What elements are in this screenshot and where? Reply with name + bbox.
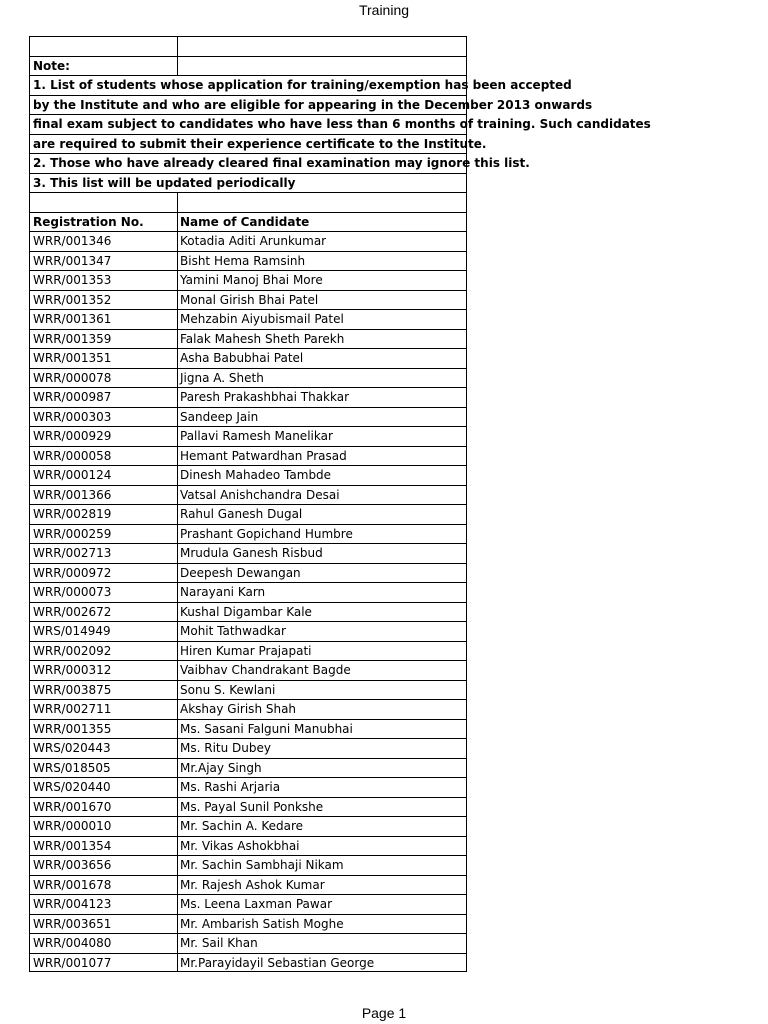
table-row: [29, 699, 467, 719]
table-row: [29, 602, 467, 622]
registration-number-cell: WRR/002092: [33, 643, 112, 658]
candidate-name-cell: Bisht Hema Ramsinh: [180, 253, 306, 268]
registration-number-cell: WRS/018505: [33, 760, 111, 775]
registration-number-cell: WRR/001352: [33, 292, 112, 307]
candidate-name-cell: Mrudula Ganesh Risbud: [180, 546, 323, 560]
candidate-name-cell: Yamini Manoj Bhai More: [180, 273, 323, 287]
registration-number-cell: WRR/000987: [33, 390, 112, 404]
note-heading: Note:: [33, 58, 70, 73]
column-header-name: Name of Candidate: [180, 214, 310, 229]
table-row: [29, 914, 467, 934]
note-line: final exam subject to candidates who have less than 6 months of training. Such candidates: [29, 114, 467, 134]
table-row: [29, 348, 467, 368]
table-row: [29, 836, 467, 856]
registration-number-cell: WRR/001354: [33, 838, 112, 853]
candidate-name-cell: Sandeep Jain: [180, 409, 259, 424]
registration-number-cell: WRS/020443: [33, 741, 111, 755]
registration-number-cell: WRR/000972: [33, 565, 112, 580]
candidate-name-cell: Rahul Ganesh Dugal: [180, 507, 303, 521]
candidate-name-cell: Dinesh Mahadeo Tambde: [180, 468, 332, 482]
table-row: [29, 641, 467, 661]
registration-number-cell: WRR/000303: [33, 409, 112, 424]
registration-number-cell: WRR/000078: [33, 370, 112, 385]
note-line: by the Institute and who are eligible for appearing in the December 2013 onwards: [29, 95, 467, 115]
table-row: [29, 504, 467, 524]
candidate-name-cell: Mohit Tathwadkar: [180, 624, 286, 638]
candidate-name-cell: Mr. Sachin A. Kedare: [180, 819, 304, 833]
candidate-name-cell: Mr.Ajay Singh: [180, 760, 262, 775]
candidate-name-cell: Monal Girish Bhai Patel: [180, 292, 319, 307]
table-row: [29, 816, 467, 836]
candidate-name-cell: Vaibhav Chandrakant Bagde: [180, 663, 351, 677]
registration-number-cell: WRR/001355: [33, 721, 112, 736]
registration-number-cell: WRR/001359: [33, 331, 112, 346]
candidate-name-cell: Mr. Sachin Sambhaji Nikam: [180, 858, 344, 872]
registration-number-cell: WRR/001353: [33, 273, 112, 287]
table-row: [29, 290, 467, 310]
table-row: [29, 621, 467, 641]
registration-number-cell: WRR/000929: [33, 429, 112, 443]
table-row: [29, 719, 467, 739]
table-row: [29, 270, 467, 290]
registration-number-cell: WRR/001347: [33, 253, 112, 268]
table-row: [29, 543, 467, 563]
table-row: [29, 251, 467, 271]
table-row: [29, 329, 467, 349]
note-line: are required to submit their experience certificate to the Institute.: [29, 134, 467, 154]
candidate-name-cell: Ms. Rashi Arjaria: [180, 780, 281, 794]
note-heading-row: [29, 56, 467, 76]
candidate-name-cell: Kotadia Aditi Arunkumar: [180, 234, 327, 248]
table-row: [29, 797, 467, 817]
registration-number-cell: WRR/002713: [33, 546, 112, 560]
candidate-name-cell: Akshay Girish Shah: [180, 702, 297, 716]
candidate-name-cell: Ms. Payal Sunil Ponkshe: [180, 799, 324, 814]
registration-number-cell: WRR/000259: [33, 526, 112, 541]
table-row: [29, 231, 467, 251]
candidate-name-cell: Ms. Sasani Falguni Manubhai: [180, 721, 353, 736]
table-row: [29, 485, 467, 505]
table-row: [29, 563, 467, 583]
candidate-name-cell: Mr. Vikas Ashokbhai: [180, 838, 300, 853]
table-row: [29, 680, 467, 700]
candidate-name-cell: Narayani Karn: [180, 585, 266, 599]
table-row: [29, 465, 467, 485]
registration-number-cell: WRR/002819: [33, 507, 112, 521]
registration-number-cell: WRR/002711: [33, 702, 112, 716]
registration-number-cell: WRR/004123: [33, 897, 112, 911]
candidate-name-cell: Mr. Rajesh Ashok Kumar: [180, 877, 325, 892]
registration-number-cell: WRR/001366: [33, 487, 112, 502]
registration-number-cell: WRR/000124: [33, 468, 112, 482]
empty-row: [29, 192, 467, 212]
table-row: [29, 387, 467, 407]
table-row: [29, 894, 467, 914]
candidate-name-cell: Deepesh Dewangan: [180, 565, 301, 580]
candidate-name-cell: Mr.Parayidayil Sebastian George: [180, 955, 375, 970]
table-row: [29, 875, 467, 895]
column-header-row: [29, 212, 467, 232]
candidate-name-cell: Kushal Digambar Kale: [180, 604, 312, 619]
candidate-name-cell: Hemant Patwardhan Prasad: [180, 448, 347, 463]
registration-number-cell: WRR/001678: [33, 877, 112, 892]
candidate-name-cell: Mr. Sail Khan: [180, 936, 258, 950]
candidate-name-cell: Mr. Ambarish Satish Moghe: [180, 916, 344, 931]
candidate-name-cell: Mehzabin Aiyubismail Patel: [180, 312, 344, 326]
registration-number-cell: WRR/001670: [33, 799, 112, 814]
candidate-name-cell: Falak Mahesh Sheth Parekh: [180, 331, 345, 346]
table-row: [29, 524, 467, 544]
registration-number-cell: WRR/000010: [33, 819, 112, 833]
candidate-name-cell: Asha Babubhai Patel: [180, 351, 304, 365]
registration-number-cell: WRR/001346: [33, 234, 112, 248]
registration-number-cell: WRR/000312: [33, 663, 112, 677]
registration-number-cell: WRS/020440: [33, 780, 111, 794]
registration-number-cell: WRR/001361: [33, 312, 112, 326]
candidate-name-cell: Sonu S. Kewlani: [180, 682, 276, 697]
registration-number-cell: WRR/003875: [33, 682, 112, 697]
table-row: [29, 953, 467, 973]
note-line: 3. This list will be updated periodically: [29, 173, 467, 193]
page-header-title: Training: [358, 2, 410, 18]
column-header-registration: Registration No.: [33, 214, 144, 229]
table-row: [29, 446, 467, 466]
candidate-name-cell: Vatsal Anishchandra Desai: [180, 487, 340, 502]
registration-number-cell: WRR/003656: [33, 858, 112, 872]
registration-number-cell: WRR/000058: [33, 448, 112, 463]
table-row: [29, 368, 467, 388]
table-row: [29, 582, 467, 602]
registration-number-cell: WRS/014949: [33, 624, 111, 638]
registration-number-cell: WRR/003651: [33, 916, 112, 931]
registration-number-cell: WRR/000073: [33, 585, 112, 599]
candidate-name-cell: Prashant Gopichand Humbre: [180, 526, 353, 541]
spreadsheet-table: [29, 36, 651, 972]
candidate-name-cell: Jigna A. Sheth: [180, 370, 264, 385]
table-row: [29, 758, 467, 778]
registration-number-cell: WRR/002672: [33, 604, 112, 619]
table-row: [29, 855, 467, 875]
registration-number-cell: WRR/001351: [33, 351, 112, 365]
page-number: Page 1: [361, 1005, 407, 1021]
table-row: [29, 426, 467, 446]
table-row: [29, 407, 467, 427]
note-line: 1. List of students whose application for training/exemption has been accepted: [29, 75, 467, 95]
candidate-name-cell: Paresh Prakashbhai Thakkar: [180, 390, 350, 404]
empty-row: [29, 36, 467, 56]
note-line: 2. Those who have already cleared final examination may ignore this list.: [29, 153, 467, 173]
candidate-name-cell: Pallavi Ramesh Manelikar: [180, 429, 333, 443]
table-row: [29, 660, 467, 680]
registration-number-cell: WRR/001077: [33, 955, 112, 970]
table-row: [29, 777, 467, 797]
candidate-name-cell: Hiren Kumar Prajapati: [180, 643, 312, 658]
candidate-name-cell: Ms. Ritu Dubey: [180, 741, 271, 755]
registration-number-cell: WRR/004080: [33, 936, 112, 950]
table-row: [29, 309, 467, 329]
candidate-name-cell: Ms. Leena Laxman Pawar: [180, 897, 333, 911]
table-row: [29, 738, 467, 758]
table-row: [29, 933, 467, 953]
